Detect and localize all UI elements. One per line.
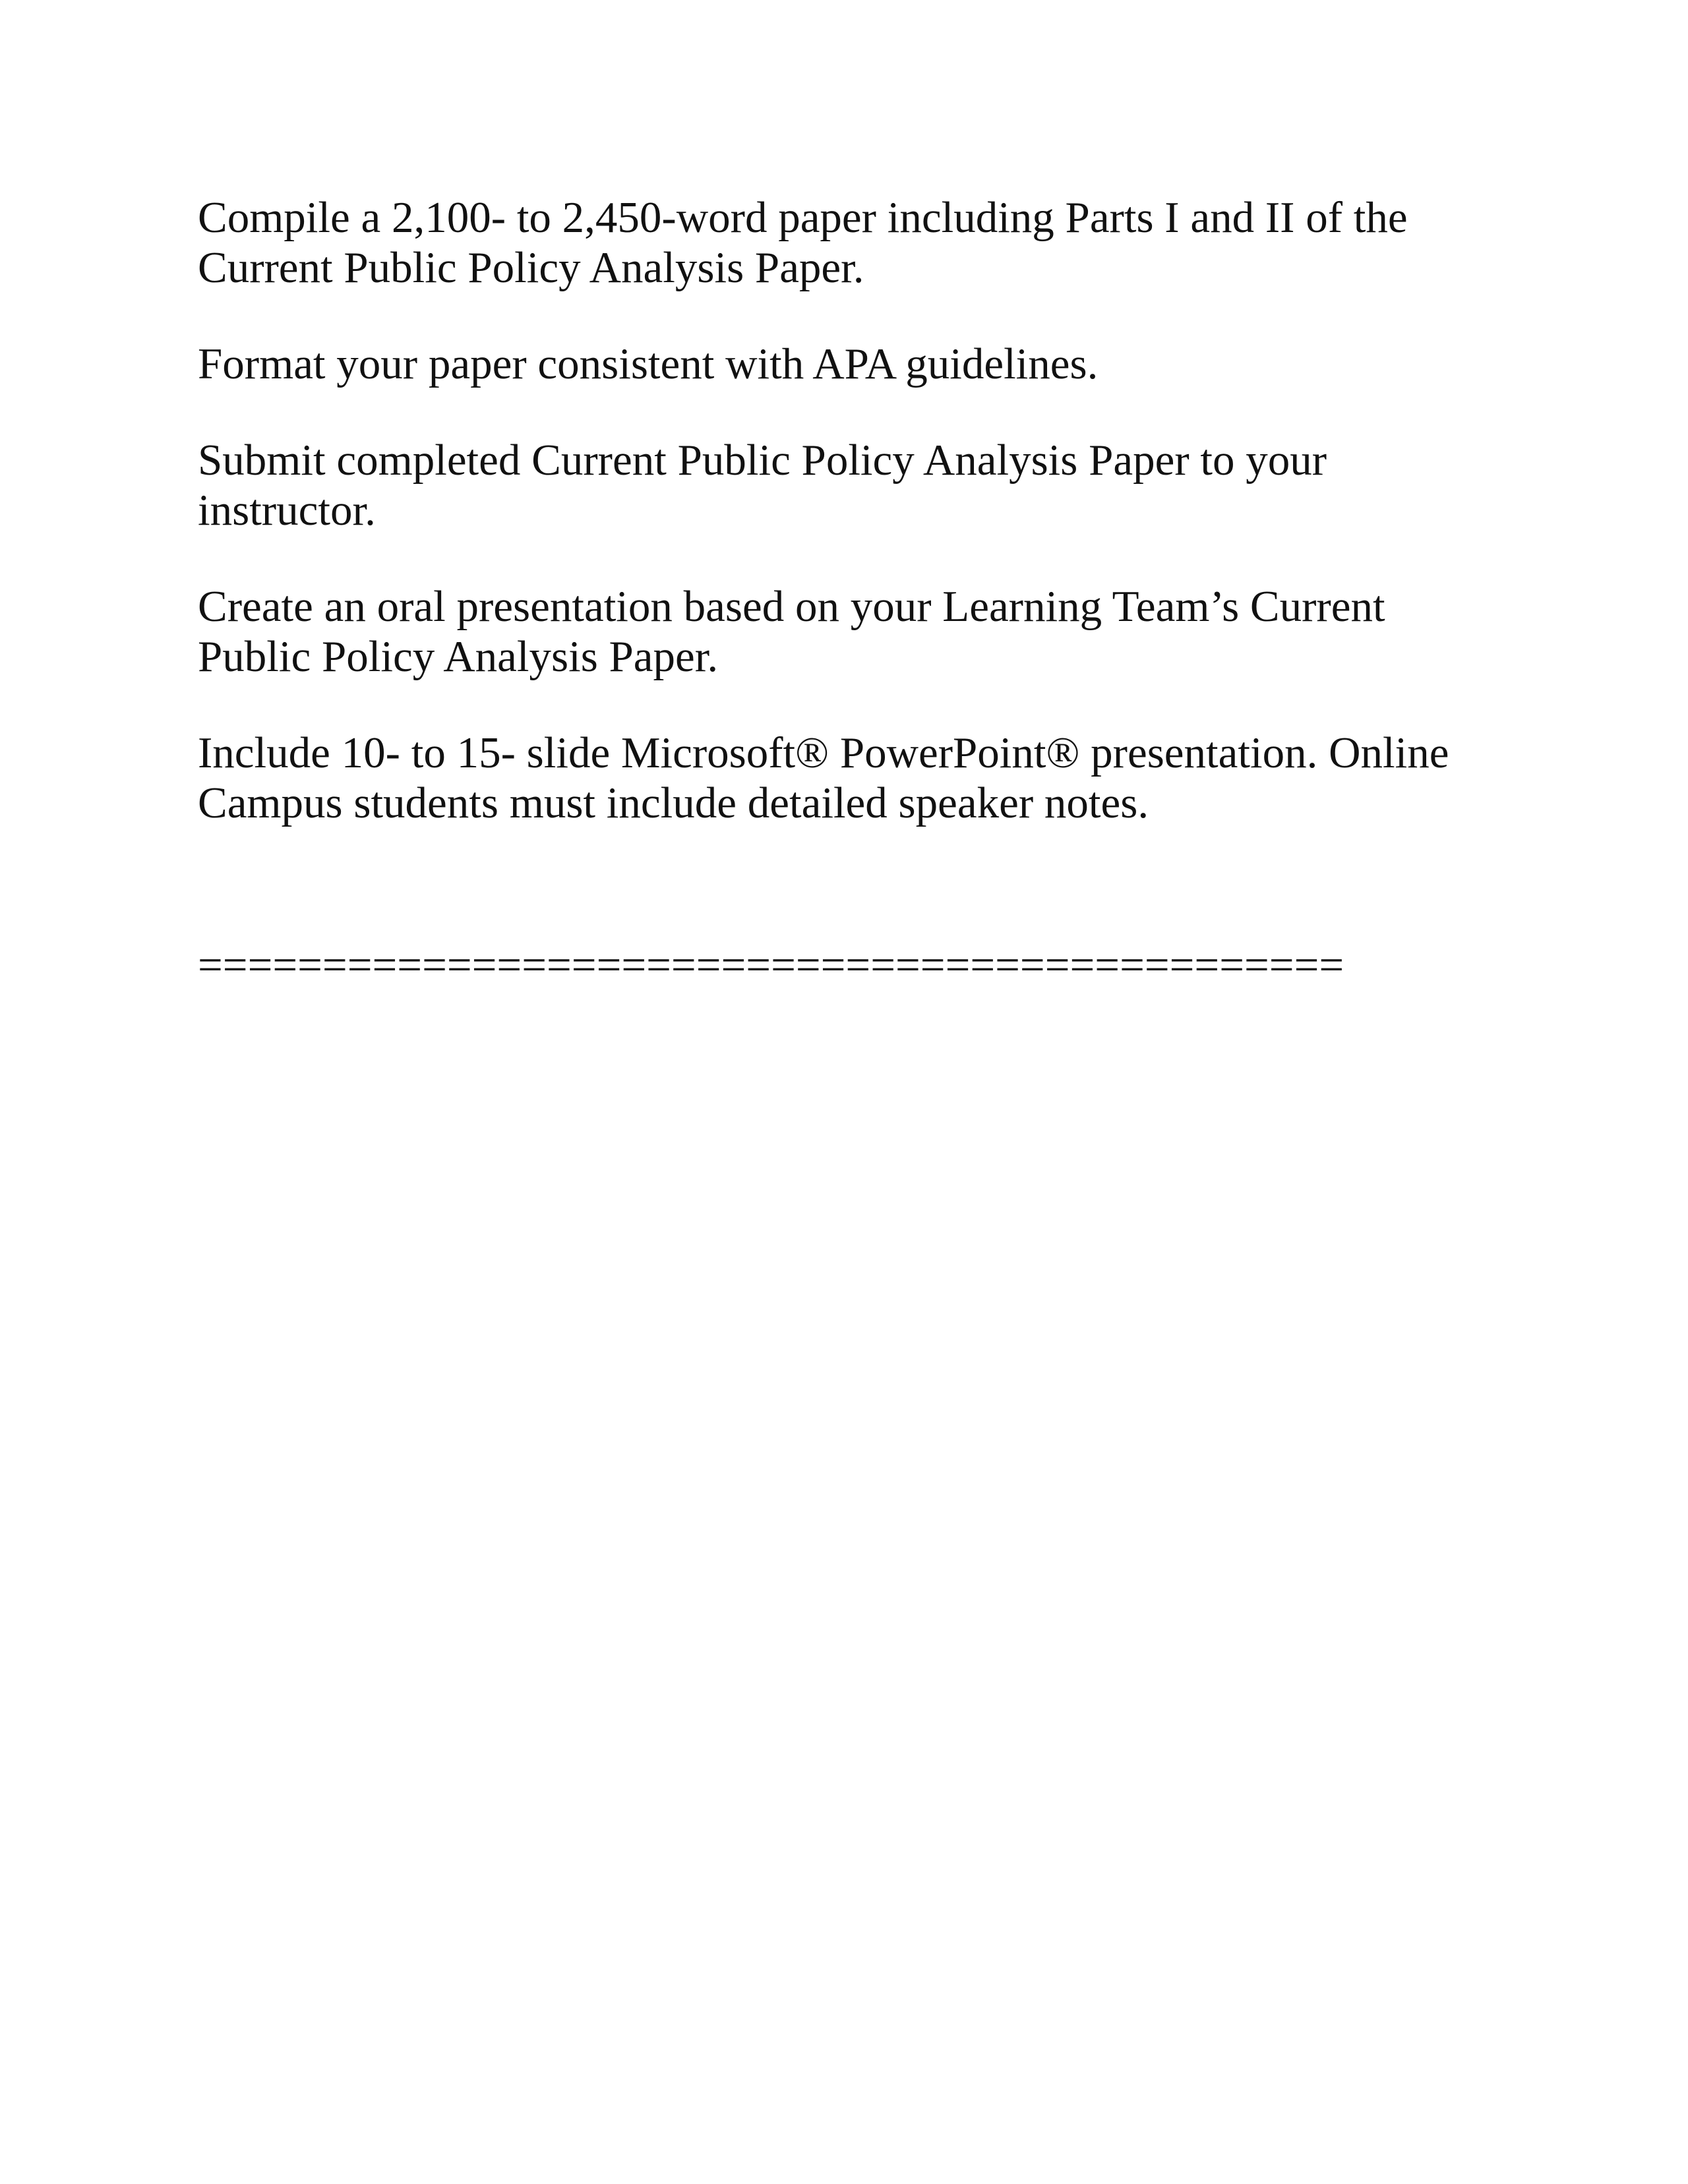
paragraph-line: Public Policy Analysis Paper. — [198, 632, 719, 681]
paragraph-line: Create an oral presentation based on your Learning Team’s Current — [198, 582, 1385, 631]
paragraph-line: Format your paper consistent with APA guidelines. — [198, 339, 1099, 388]
paragraph-line: Current Public Policy Analysis Paper. — [198, 243, 864, 292]
paragraph-format-apa — [198, 339, 1517, 389]
paragraph-line: Campus students must include detailed speaker notes. — [198, 779, 1149, 827]
paragraph-line: Submit completed Current Public Policy Analysis Paper to your — [198, 436, 1327, 485]
paragraph-oral-presentation — [198, 581, 1517, 682]
paragraph-submit-paper — [198, 435, 1517, 535]
paragraph-line: instructor. — [198, 486, 376, 535]
paragraph-line: Include 10- to 15- slide Microsoft® PowerPoint® presentation. Online — [198, 728, 1449, 777]
separator-line: ============================================== — [198, 941, 1344, 989]
paragraph-powerpoint — [198, 728, 1517, 828]
paragraph-line: Compile a 2,100- to 2,450-word paper including Parts I and II of the — [198, 193, 1408, 242]
paragraph-compile-paper — [198, 192, 1517, 293]
document-body — [198, 192, 1517, 990]
